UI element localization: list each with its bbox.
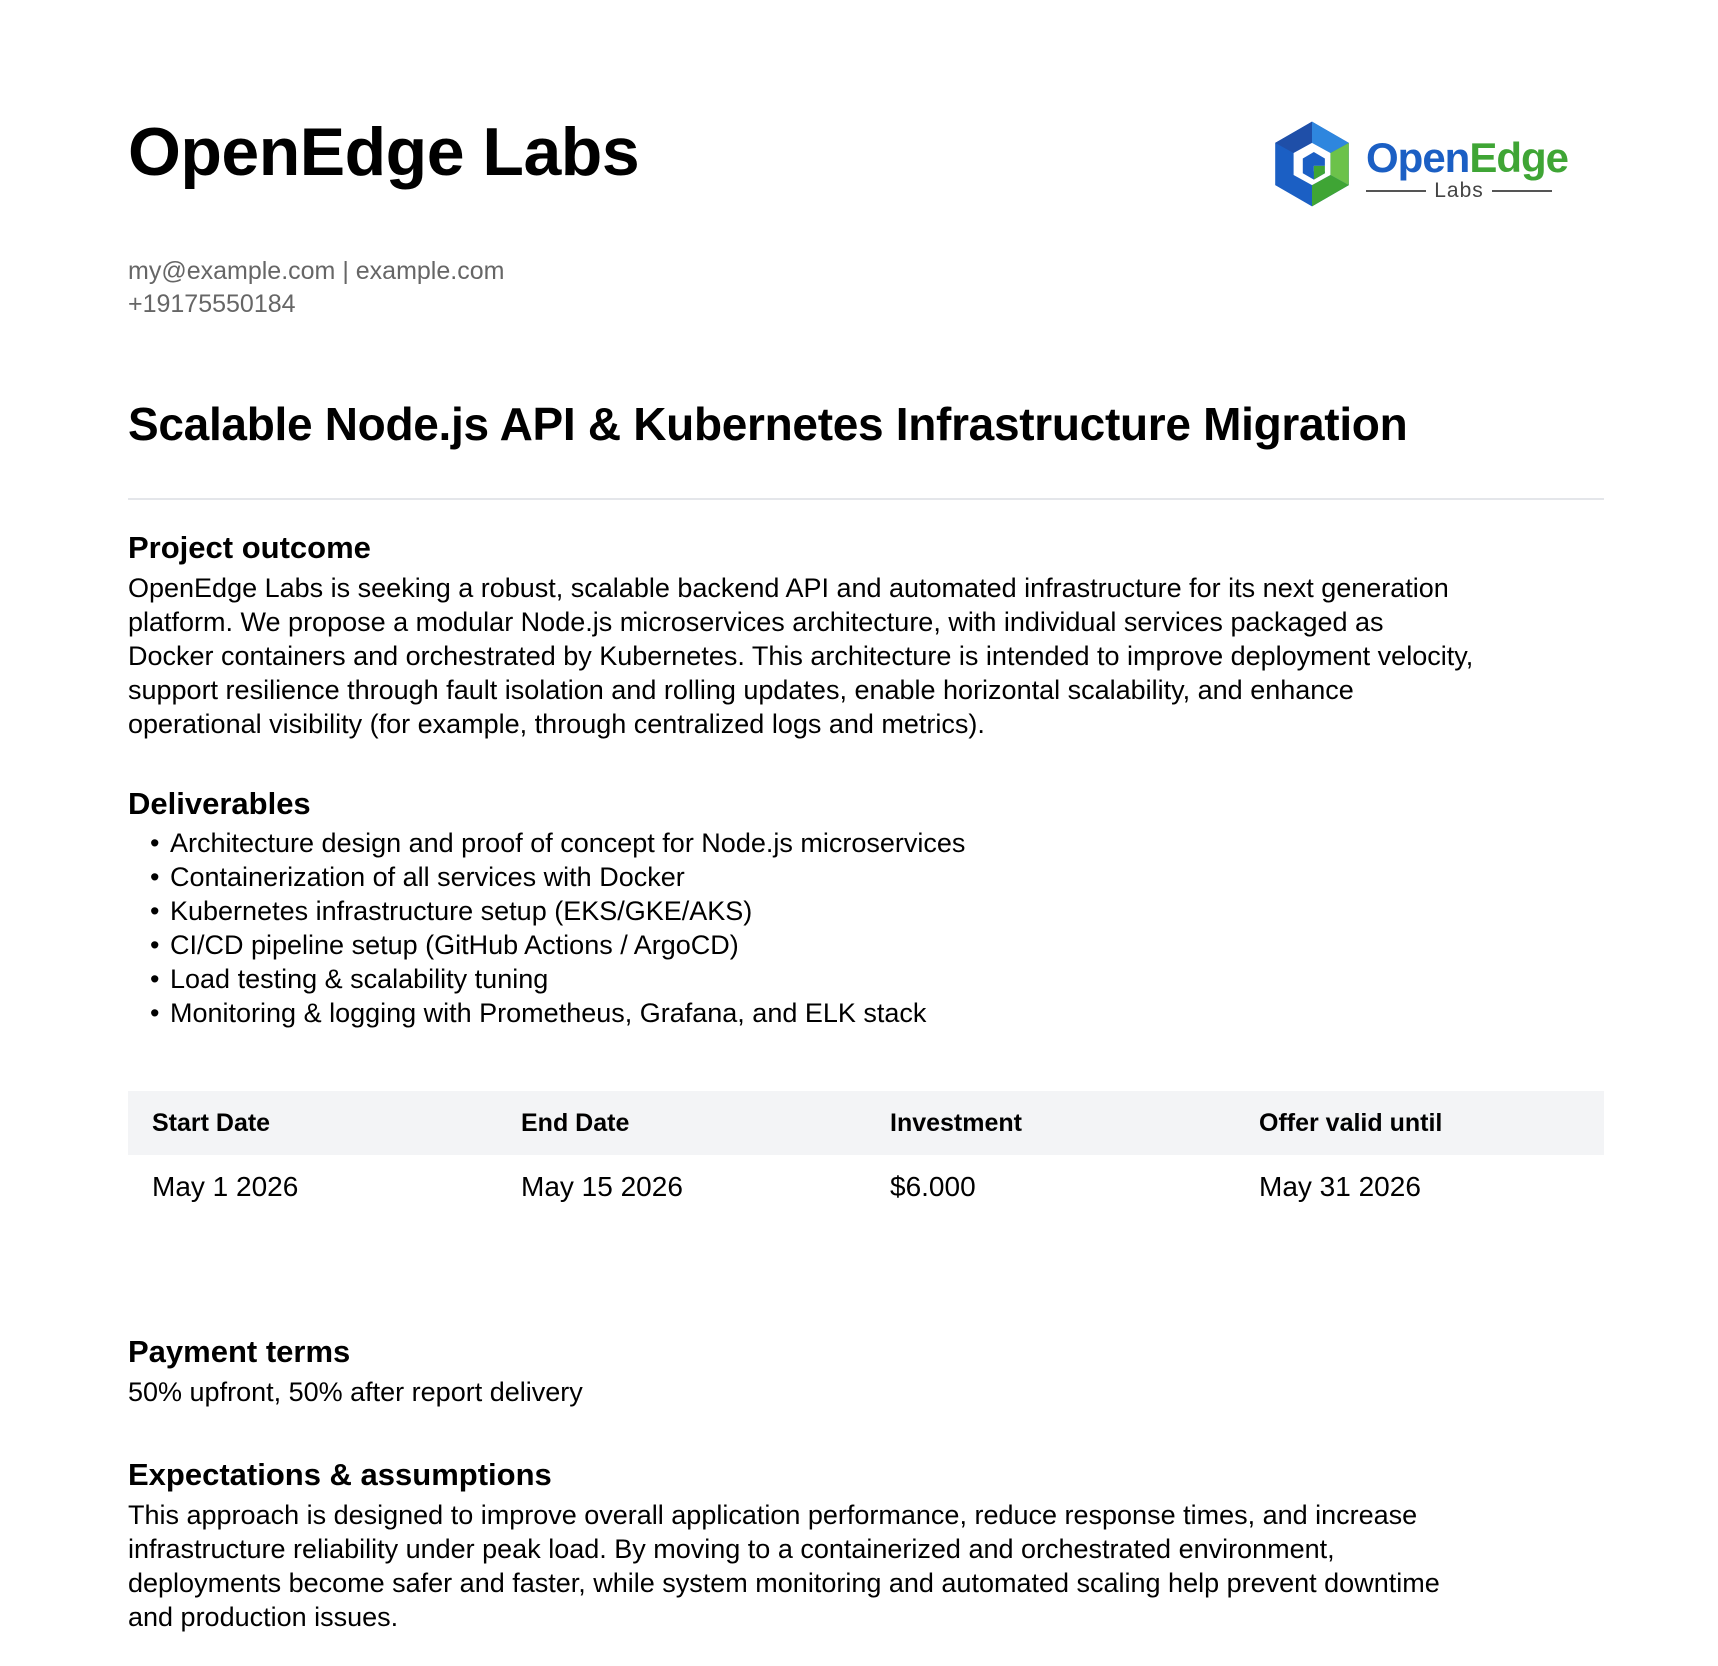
paragraph-line: platform. We propose a modular Node.js microservices architecture, with individual services packaged as	[128, 607, 1384, 637]
logo-wordmark	[1366, 136, 1568, 180]
list-item	[150, 928, 965, 962]
deliverable-text: Monitoring & logging with Prometheus, Grafana, and ELK stack	[170, 998, 927, 1028]
paragraph-line: and production issues.	[128, 1602, 399, 1632]
paragraph-line: operational visibility (for example, through centralized logs and metrics).	[128, 709, 985, 739]
start-date-header: Start Date	[128, 1091, 497, 1155]
offer-valid-value: May 31 2026	[1259, 1171, 1421, 1202]
table-row	[128, 1155, 1604, 1219]
payment-terms-text	[128, 1375, 1604, 1409]
title-divider	[128, 498, 1604, 500]
company-logo	[1266, 118, 1586, 218]
start-date-value: May 1 2026	[152, 1171, 299, 1202]
investment-value: $6.000	[890, 1171, 976, 1202]
logo-rule-left	[1366, 190, 1426, 192]
expectations-text	[128, 1498, 1604, 1634]
company-name: OpenEdge Labs	[128, 114, 640, 190]
logo-subtitle	[1366, 180, 1552, 202]
paragraph-line: support resilience through fault isolation and rolling updates, enable horizontal scalability, and enhance	[128, 675, 1354, 705]
paragraph-line: deployments become safer and faster, while system monitoring and automated scaling help prevent downtime	[128, 1568, 1440, 1598]
paragraph-line: Docker containers and orchestrated by Kubernetes. This architecture is intended to improve deployment velocity,	[128, 641, 1474, 671]
project-outcome-text	[128, 571, 1604, 741]
deliverable-text: Kubernetes infrastructure setup (EKS/GKE/AKS)	[170, 896, 753, 926]
deliverables-list	[150, 826, 965, 1030]
list-item	[150, 996, 965, 1030]
list-item	[150, 962, 965, 996]
bullet-icon: •	[150, 998, 160, 1028]
investment-header: Investment	[866, 1091, 1235, 1155]
hexagon-logo-icon	[1266, 118, 1358, 210]
deliverable-text: Architecture design and proof of concept for Node.js microservices	[170, 828, 966, 858]
list-item	[150, 860, 965, 894]
table-header-row	[128, 1091, 1604, 1155]
paragraph-line: OpenEdge Labs is seeking a robust, scalable backend API and automated infrastructure for its next generation	[128, 573, 1449, 603]
deliverable-text: CI/CD pipeline setup (GitHub Actions / ArgoCD)	[170, 930, 739, 960]
deliverable-text: Containerization of all services with Docker	[170, 862, 685, 892]
expectations-heading: Expectations & assumptions	[128, 1457, 552, 1492]
proposal-title: Scalable Node.js API & Kubernetes Infrastructure Migration	[128, 398, 1408, 450]
list-item	[150, 826, 965, 860]
paragraph-line: 50% upfront, 50% after report delivery	[128, 1377, 583, 1407]
bullet-icon: •	[150, 862, 160, 892]
logo-rule-right	[1492, 190, 1552, 192]
deliverables-heading: Deliverables	[128, 786, 311, 821]
project-outcome-heading: Project outcome	[128, 530, 371, 565]
bullet-icon: •	[150, 930, 160, 960]
contact-info	[128, 255, 504, 321]
end-date-header: End Date	[497, 1091, 866, 1155]
summary-table	[128, 1091, 1604, 1219]
bullet-icon: •	[150, 828, 160, 858]
bullet-icon: •	[150, 896, 160, 926]
list-item	[150, 894, 965, 928]
contact-phone: +19175550184	[128, 290, 296, 318]
logo-word-open: Open	[1366, 134, 1470, 181]
payment-terms-heading: Payment terms	[128, 1334, 351, 1369]
deliverable-text: Load testing & scalability tuning	[170, 964, 549, 994]
bullet-icon: •	[150, 964, 160, 994]
paragraph-line: infrastructure reliability under peak load. By moving to a containerized and orchestrated environment,	[128, 1534, 1335, 1564]
logo-word-edge: Edge	[1469, 134, 1569, 181]
paragraph-line: This approach is designed to improve overall application performance, reduce response times, and increase	[128, 1500, 1418, 1530]
offer-valid-header: Offer valid until	[1235, 1091, 1604, 1155]
logo-subtitle-text: Labs	[1434, 179, 1484, 202]
end-date-value: May 15 2026	[521, 1171, 683, 1202]
contact-email-website: my@example.com | example.com	[128, 257, 505, 285]
